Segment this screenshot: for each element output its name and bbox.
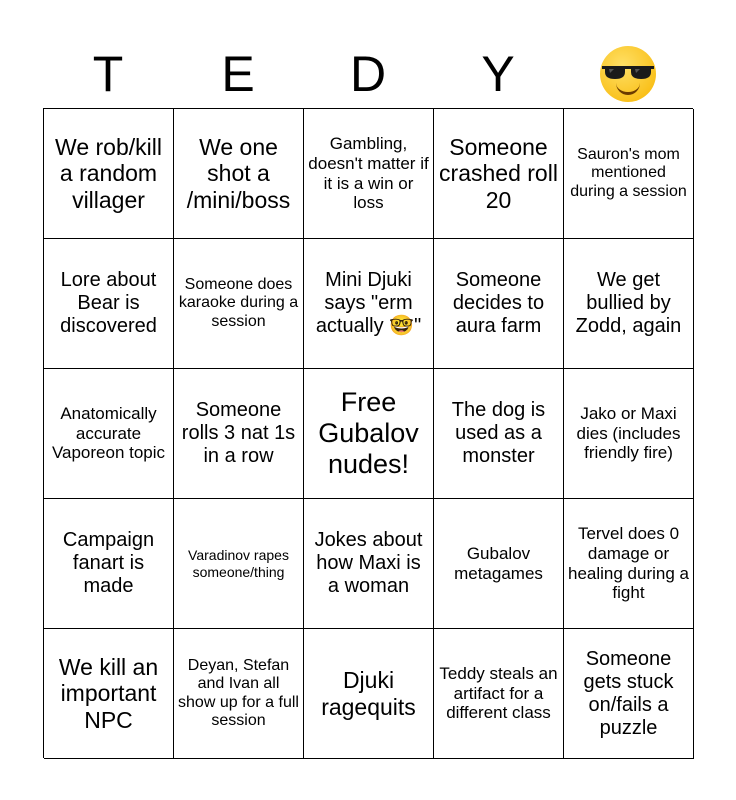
- bingo-cell[interactable]: [304, 499, 434, 629]
- bingo-cell[interactable]: [304, 109, 434, 239]
- bingo-cell-text: Sauron's mom mentioned during a session: [570, 145, 687, 200]
- bingo-cell[interactable]: [44, 629, 174, 759]
- bingo-cell-text: Varadinov rapes someone/thing: [188, 547, 289, 580]
- bingo-cell[interactable]: [44, 369, 174, 499]
- bingo-header: [43, 40, 693, 108]
- bingo-cell-text: We one shot a /mini/boss: [186, 133, 291, 213]
- sunglasses-face-icon: [600, 46, 656, 102]
- free-space-text: Free Gubalov nudes!: [318, 386, 419, 480]
- bingo-cell-text: Someone gets stuck on/fails a puzzle: [583, 647, 674, 739]
- bingo-cell-text: Gubalov metagames: [454, 543, 543, 583]
- bingo-cell-text: We kill an important NPC: [58, 653, 159, 733]
- bingo-cell-text: The dog is used as a monster: [451, 399, 546, 467]
- header-emoji-cell: [563, 40, 693, 108]
- sunglasses-icon: [602, 64, 654, 80]
- bingo-cell-text: Someone decides to aura farm: [452, 269, 545, 337]
- bingo-cell-text: Jokes about how Maxi is a woman: [314, 529, 423, 597]
- bingo-cell-text: Anatomically accurate Vaporeon topic: [51, 404, 166, 463]
- header-letter-t: T: [92, 46, 124, 102]
- header-letter-d: D: [349, 46, 387, 102]
- header-letter-e: E: [221, 46, 255, 102]
- bingo-cell[interactable]: [564, 369, 694, 499]
- bingo-cell[interactable]: [434, 499, 564, 629]
- bingo-cell[interactable]: [174, 369, 304, 499]
- bingo-board: [43, 108, 693, 758]
- bingo-cell[interactable]: [434, 369, 564, 499]
- free-space-cell[interactable]: [304, 369, 434, 499]
- bingo-cell[interactable]: [564, 629, 694, 759]
- bingo-cell[interactable]: [564, 109, 694, 239]
- bingo-cell[interactable]: [174, 629, 304, 759]
- bingo-cell[interactable]: [174, 499, 304, 629]
- bingo-cell[interactable]: [44, 499, 174, 629]
- bingo-cell[interactable]: [44, 109, 174, 239]
- bingo-cell-text: Someone does karaoke during a session: [178, 275, 299, 330]
- bingo-cell-text: Someone rolls 3 nat 1s in a row: [181, 399, 296, 467]
- bingo-cell[interactable]: [174, 109, 304, 239]
- smile-mouth: [616, 82, 640, 95]
- bingo-cell-text: Jako or Maxi dies (includes friendly fire): [576, 404, 681, 463]
- bingo-cell[interactable]: [304, 629, 434, 759]
- bingo-cell-text: We get bullied by Zodd, again: [575, 269, 682, 337]
- bingo-cell-text: Gambling, doesn't matter if it is a win or loss: [308, 134, 429, 213]
- bingo-cell-text: Campaign fanart is made: [62, 529, 155, 597]
- bingo-cell-text: We rob/kill a random villager: [55, 133, 162, 213]
- bingo-cell-text: Deyan, Stefan and Ivan all show up for a full session: [178, 656, 299, 729]
- bingo-cell[interactable]: [434, 629, 564, 759]
- bingo-cell-text: Djuki ragequits: [321, 667, 416, 720]
- bingo-cell[interactable]: [304, 239, 434, 369]
- bingo-cell-text: Someone crashed roll 20: [439, 133, 558, 213]
- bingo-cell[interactable]: [564, 239, 694, 369]
- bingo-cell-text: Tervel does 0 damage or healing during a fight: [568, 524, 689, 603]
- bingo-cell[interactable]: [434, 239, 564, 369]
- bingo-cell[interactable]: [174, 239, 304, 369]
- bingo-cell-text: Teddy steals an artifact for a different class: [439, 664, 558, 723]
- bingo-cell-text: Lore about Bear is discovered: [60, 269, 157, 337]
- bingo-cell[interactable]: [564, 499, 694, 629]
- bingo-cell[interactable]: [434, 109, 564, 239]
- bingo-cell-text: Mini Djuki says "erm actually 🤓": [315, 269, 422, 337]
- bingo-cell[interactable]: [44, 239, 174, 369]
- header-letter-y: Y: [481, 46, 515, 102]
